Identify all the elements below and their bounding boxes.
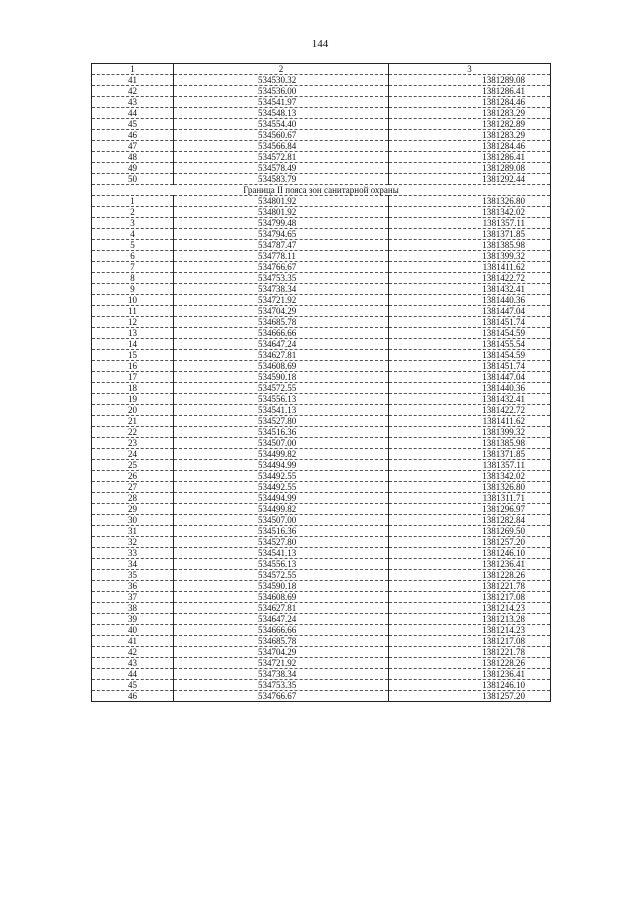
point-number: 28 [92, 493, 174, 504]
coord-x: 534590.18 [174, 581, 389, 592]
coord-x: 534704.29 [174, 306, 389, 317]
coord-x: 534541.13 [174, 548, 389, 559]
point-number: 9 [92, 284, 174, 295]
point-number: 45 [92, 119, 174, 130]
coord-y: 1381289.08 [389, 163, 551, 174]
coord-y: 1381385.98 [389, 240, 551, 251]
coord-y: 1381282.84 [389, 515, 551, 526]
coord-x: 534647.24 [174, 614, 389, 625]
coord-x: 534627.81 [174, 350, 389, 361]
header-col-3: 3 [389, 64, 551, 75]
point-number: 27 [92, 482, 174, 493]
point-number: 24 [92, 449, 174, 460]
table-row [92, 504, 551, 515]
point-number: 34 [92, 559, 174, 570]
point-number: 45 [92, 680, 174, 691]
point-number: 47 [92, 141, 174, 152]
table-row [92, 196, 551, 207]
coord-y: 1381217.08 [389, 636, 551, 647]
coord-y: 1381357.11 [389, 218, 551, 229]
point-number: 1 [92, 196, 174, 207]
coord-y: 1381221.78 [389, 647, 551, 658]
point-number: 21 [92, 416, 174, 427]
coord-x: 534753.35 [174, 680, 389, 691]
coord-x: 534787.47 [174, 240, 389, 251]
coord-y: 1381447.04 [389, 306, 551, 317]
table-row [92, 383, 551, 394]
coord-y: 1381292.44 [389, 174, 551, 185]
point-number: 30 [92, 515, 174, 526]
table-row [92, 669, 551, 680]
table-row [92, 218, 551, 229]
table-row [92, 174, 551, 185]
point-number: 46 [92, 691, 174, 702]
coord-y: 1381432.41 [389, 394, 551, 405]
point-number: 22 [92, 427, 174, 438]
coord-x: 534494.99 [174, 460, 389, 471]
point-number: 25 [92, 460, 174, 471]
coord-x: 534541.13 [174, 405, 389, 416]
coord-y: 1381284.46 [389, 97, 551, 108]
coord-x: 534766.67 [174, 262, 389, 273]
point-number: 31 [92, 526, 174, 537]
point-number: 16 [92, 361, 174, 372]
table-row [92, 460, 551, 471]
coord-y: 1381283.29 [389, 130, 551, 141]
coord-x: 534608.69 [174, 361, 389, 372]
table-row [92, 273, 551, 284]
table-row [92, 306, 551, 317]
table-row [92, 636, 551, 647]
header-col-1: 1 [92, 64, 174, 75]
table-row [92, 240, 551, 251]
point-number: 42 [92, 647, 174, 658]
coord-y: 1381257.20 [389, 537, 551, 548]
coord-y: 1381228.26 [389, 570, 551, 581]
table-row [92, 570, 551, 581]
point-number: 32 [92, 537, 174, 548]
coord-x: 534572.55 [174, 570, 389, 581]
table-row [92, 75, 551, 86]
point-number: 38 [92, 603, 174, 614]
coord-y: 1381283.29 [389, 108, 551, 119]
point-number: 13 [92, 328, 174, 339]
coord-x: 534560.67 [174, 130, 389, 141]
coord-y: 1381385.98 [389, 438, 551, 449]
coord-y: 1381269.50 [389, 526, 551, 537]
point-number: 43 [92, 658, 174, 669]
coord-x: 534721.92 [174, 295, 389, 306]
coord-x: 534578.49 [174, 163, 389, 174]
coord-x: 534738.34 [174, 669, 389, 680]
table-row [92, 416, 551, 427]
point-number: 17 [92, 372, 174, 383]
table-row [92, 592, 551, 603]
table-row [92, 559, 551, 570]
point-number: 29 [92, 504, 174, 515]
point-number: 11 [92, 306, 174, 317]
coord-x: 534516.36 [174, 427, 389, 438]
coord-x: 534608.69 [174, 592, 389, 603]
coord-x: 534499.82 [174, 504, 389, 515]
coord-y: 1381282.89 [389, 119, 551, 130]
coord-y: 1381217.08 [389, 592, 551, 603]
table-row [92, 603, 551, 614]
table-row [92, 317, 551, 328]
coord-x: 534738.34 [174, 284, 389, 295]
point-number: 19 [92, 394, 174, 405]
point-number: 23 [92, 438, 174, 449]
coord-x: 534492.55 [174, 482, 389, 493]
coord-x: 534494.99 [174, 493, 389, 504]
point-number: 35 [92, 570, 174, 581]
table-row [92, 119, 551, 130]
coord-y: 1381228.26 [389, 658, 551, 669]
table-row [92, 152, 551, 163]
table-row [92, 647, 551, 658]
coord-x: 534541.97 [174, 97, 389, 108]
table-row [92, 339, 551, 350]
point-number: 15 [92, 350, 174, 361]
table-row [92, 328, 551, 339]
coord-x: 534721.92 [174, 658, 389, 669]
point-number: 6 [92, 251, 174, 262]
coord-y: 1381451.74 [389, 361, 551, 372]
table-row [92, 658, 551, 669]
coord-y: 1381357.11 [389, 460, 551, 471]
coord-y: 1381257.20 [389, 691, 551, 702]
coord-y: 1381326.80 [389, 482, 551, 493]
table-row [92, 537, 551, 548]
table-row [92, 614, 551, 625]
point-number: 7 [92, 262, 174, 273]
coord-y: 1381454.59 [389, 350, 551, 361]
table-row [92, 548, 551, 559]
coord-x: 534566.84 [174, 141, 389, 152]
table-row [92, 691, 551, 702]
coord-y: 1381246.10 [389, 548, 551, 559]
coord-x: 534572.81 [174, 152, 389, 163]
point-number: 33 [92, 548, 174, 559]
coord-x: 534507.00 [174, 515, 389, 526]
point-number: 36 [92, 581, 174, 592]
coord-x: 534801.92 [174, 196, 389, 207]
point-number: 26 [92, 471, 174, 482]
coord-y: 1381411.62 [389, 416, 551, 427]
table-row [92, 493, 551, 504]
coord-x: 534685.78 [174, 317, 389, 328]
coordinates-table [91, 63, 551, 702]
point-number: 44 [92, 669, 174, 680]
coord-x: 534492.55 [174, 471, 389, 482]
coord-x: 534704.29 [174, 647, 389, 658]
point-number: 46 [92, 130, 174, 141]
table-row [92, 427, 551, 438]
table-row [92, 207, 551, 218]
table-row [92, 251, 551, 262]
table-row [92, 372, 551, 383]
coord-y: 1381371.85 [389, 449, 551, 460]
point-number: 3 [92, 218, 174, 229]
table-row [92, 526, 551, 537]
point-number: 10 [92, 295, 174, 306]
table-row [92, 449, 551, 460]
coord-x: 534554.40 [174, 119, 389, 130]
point-number: 37 [92, 592, 174, 603]
point-number: 2 [92, 207, 174, 218]
table-row [92, 97, 551, 108]
coord-x: 534536.00 [174, 86, 389, 97]
coord-x: 534590.18 [174, 372, 389, 383]
coord-y: 1381455.54 [389, 339, 551, 350]
point-number: 8 [92, 273, 174, 284]
point-number: 44 [92, 108, 174, 119]
coord-x: 534530.32 [174, 75, 389, 86]
coord-x: 534627.81 [174, 603, 389, 614]
coord-y: 1381422.72 [389, 273, 551, 284]
coord-y: 1381422.72 [389, 405, 551, 416]
coord-x: 534583.79 [174, 174, 389, 185]
coord-x: 534801.92 [174, 207, 389, 218]
point-number: 43 [92, 97, 174, 108]
coord-y: 1381342.02 [389, 471, 551, 482]
coord-y: 1381399.32 [389, 427, 551, 438]
table-row [92, 284, 551, 295]
point-number: 42 [92, 86, 174, 97]
coord-y: 1381440.36 [389, 383, 551, 394]
coord-x: 534766.67 [174, 691, 389, 702]
coord-y: 1381289.08 [389, 75, 551, 86]
coord-x: 534666.66 [174, 625, 389, 636]
point-number: 20 [92, 405, 174, 416]
coord-x: 534516.36 [174, 526, 389, 537]
coord-x: 534794.65 [174, 229, 389, 240]
point-number: 41 [92, 75, 174, 86]
coord-y: 1381236.41 [389, 669, 551, 680]
coord-y: 1381214.23 [389, 625, 551, 636]
coord-y: 1381451.74 [389, 317, 551, 328]
coord-y: 1381296.97 [389, 504, 551, 515]
table-row [92, 108, 551, 119]
point-number: 49 [92, 163, 174, 174]
table-header-row [92, 64, 551, 75]
coord-y: 1381246.10 [389, 680, 551, 691]
coord-y: 1381399.32 [389, 251, 551, 262]
point-number: 14 [92, 339, 174, 350]
coord-x: 534778.11 [174, 251, 389, 262]
coord-x: 534685.78 [174, 636, 389, 647]
point-number: 12 [92, 317, 174, 328]
table-row [92, 680, 551, 691]
coord-y: 1381371.85 [389, 229, 551, 240]
table-row [92, 350, 551, 361]
coord-x: 534666.66 [174, 328, 389, 339]
section-row [92, 185, 551, 196]
table-row [92, 471, 551, 482]
point-number: 40 [92, 625, 174, 636]
table-row [92, 625, 551, 636]
table-row [92, 229, 551, 240]
coord-x: 534753.35 [174, 273, 389, 284]
point-number: 39 [92, 614, 174, 625]
coord-y: 1381454.59 [389, 328, 551, 339]
table-row [92, 163, 551, 174]
point-number: 50 [92, 174, 174, 185]
table-row [92, 295, 551, 306]
coord-y: 1381311.71 [389, 493, 551, 504]
page-number: 144 [311, 38, 329, 50]
point-number: 41 [92, 636, 174, 647]
coord-y: 1381236.41 [389, 559, 551, 570]
table-row [92, 394, 551, 405]
coord-y: 1381342.02 [389, 207, 551, 218]
coordinates-table-body [92, 64, 551, 702]
coord-x: 534527.80 [174, 537, 389, 548]
coord-y: 1381447.04 [389, 372, 551, 383]
table-row [92, 515, 551, 526]
coord-x: 534572.55 [174, 383, 389, 394]
table-row [92, 581, 551, 592]
coord-x: 534799.48 [174, 218, 389, 229]
coord-x: 534647.24 [174, 339, 389, 350]
coord-y: 1381284.46 [389, 141, 551, 152]
coord-x: 534556.13 [174, 394, 389, 405]
coord-x: 534507.00 [174, 438, 389, 449]
section-title: Граница II пояса зон санитарной охраны [92, 185, 551, 196]
table-row [92, 141, 551, 152]
table-row [92, 262, 551, 273]
coord-y: 1381213.28 [389, 614, 551, 625]
coord-x: 534556.13 [174, 559, 389, 570]
table-row [92, 405, 551, 416]
point-number: 5 [92, 240, 174, 251]
coord-y: 1381440.36 [389, 295, 551, 306]
table-row [92, 361, 551, 372]
coord-x: 534527.80 [174, 416, 389, 427]
table-row [92, 438, 551, 449]
coord-x: 534499.82 [174, 449, 389, 460]
table-row [92, 86, 551, 97]
coord-x: 534548.13 [174, 108, 389, 119]
coord-y: 1381326.80 [389, 196, 551, 207]
point-number: 18 [92, 383, 174, 394]
point-number: 48 [92, 152, 174, 163]
point-number: 4 [92, 229, 174, 240]
coord-y: 1381214.23 [389, 603, 551, 614]
coord-y: 1381286.41 [389, 152, 551, 163]
coord-y: 1381411.62 [389, 262, 551, 273]
coord-y: 1381432.41 [389, 284, 551, 295]
table-row [92, 482, 551, 493]
coord-y: 1381221.78 [389, 581, 551, 592]
coord-y: 1381286.41 [389, 86, 551, 97]
table-row [92, 130, 551, 141]
header-col-2: 2 [174, 64, 389, 75]
